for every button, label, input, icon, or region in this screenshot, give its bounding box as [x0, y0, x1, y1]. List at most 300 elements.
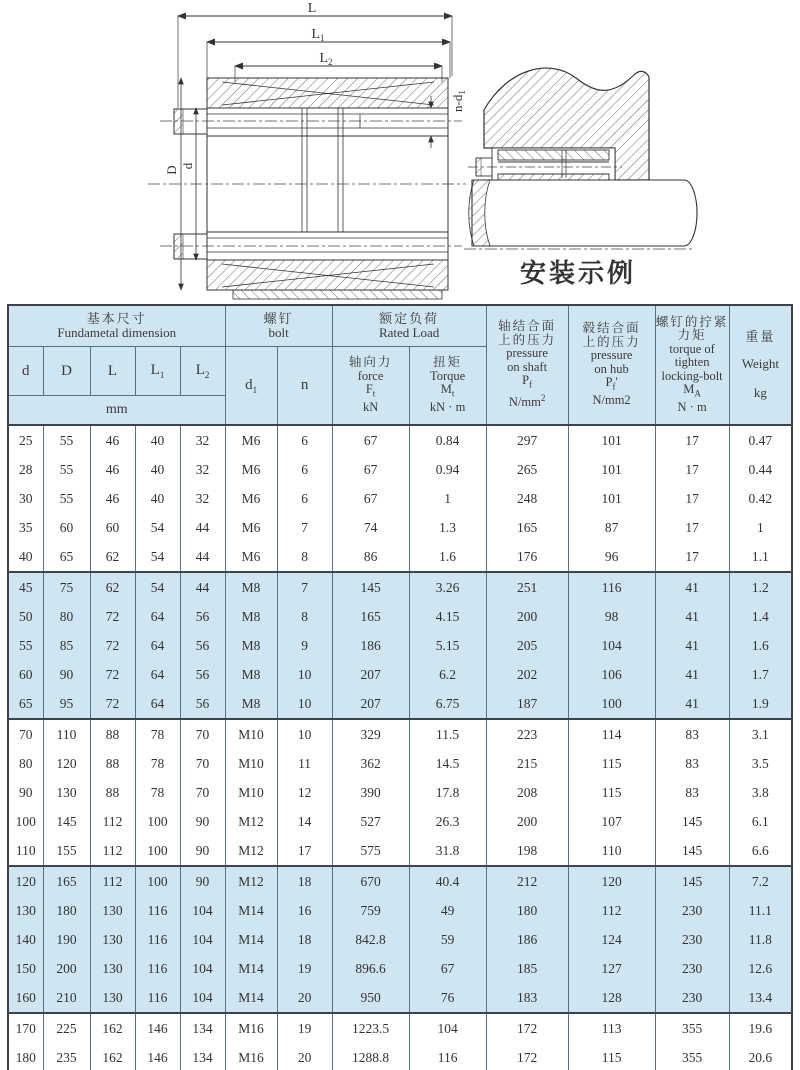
- cell: 165: [332, 602, 409, 631]
- cell: 200: [486, 807, 568, 836]
- cell: 50: [8, 602, 43, 631]
- group-header-rated-load: 额定负荷 Rated Load: [332, 305, 486, 347]
- cell: 54: [135, 513, 180, 542]
- locking-assembly: [468, 148, 622, 180]
- cell: 14: [277, 807, 332, 836]
- cell: 6.75: [409, 689, 486, 719]
- cell: 10: [277, 660, 332, 689]
- cell: 104: [180, 983, 225, 1013]
- table-row: [8, 542, 792, 572]
- col-header-weight: 重量 Weight kg: [729, 305, 792, 425]
- cell: 83: [655, 749, 729, 778]
- col-header-L1: $L_1$: [135, 347, 180, 396]
- cell: 67: [332, 484, 409, 513]
- cell: 180: [8, 1043, 43, 1070]
- table-row: [8, 807, 792, 836]
- cell: 107: [568, 807, 655, 836]
- cell: 25: [8, 425, 43, 455]
- cell: 7: [277, 572, 332, 602]
- cell: 527: [332, 807, 409, 836]
- cell: 78: [135, 778, 180, 807]
- cell: 297: [486, 425, 568, 455]
- cell: 65: [8, 689, 43, 719]
- cell: 14.5: [409, 749, 486, 778]
- cell: M8: [225, 689, 277, 719]
- table-row: [8, 631, 792, 660]
- cell: 120: [43, 749, 90, 778]
- group-header-bolt: 螺钉 bolt: [225, 305, 332, 347]
- cell: 70: [180, 778, 225, 807]
- cell: 1.2: [729, 572, 792, 602]
- cell: M8: [225, 660, 277, 689]
- cell: 198: [486, 836, 568, 866]
- cell: 145: [655, 807, 729, 836]
- cell: 230: [655, 983, 729, 1013]
- cell: 19.6: [729, 1013, 792, 1043]
- spec-table-wrap: [7, 304, 793, 1070]
- cell: 12.6: [729, 954, 792, 983]
- col-header-pressure-on-hub: 毂结合面 上的压力 pressure on hub $P_f'$ N/mm2: [568, 305, 655, 425]
- cell: 265: [486, 455, 568, 484]
- cell: 74: [332, 513, 409, 542]
- cell: 18: [277, 866, 332, 896]
- cell: 1: [409, 484, 486, 513]
- cell: 390: [332, 778, 409, 807]
- cell: 112: [90, 836, 135, 866]
- svg-text:L1: $L_1$: [311, 27, 325, 43]
- cell: 124: [568, 925, 655, 954]
- cell: 1223.5: [332, 1013, 409, 1043]
- cell: 83: [655, 719, 729, 749]
- cell: M10: [225, 778, 277, 807]
- col-header-axial-force: 轴向力 force $F_t$ kN: [332, 347, 409, 426]
- cell: 17: [655, 484, 729, 513]
- cell: 44: [180, 513, 225, 542]
- cell: 185: [486, 954, 568, 983]
- cell: 130: [43, 778, 90, 807]
- cell: 140: [8, 925, 43, 954]
- table-row: [8, 836, 792, 866]
- cell: 116: [568, 572, 655, 602]
- cell: M10: [225, 719, 277, 749]
- cell: 575: [332, 836, 409, 866]
- cell: 200: [43, 954, 90, 983]
- cell: 128: [568, 983, 655, 1013]
- table-row: [8, 778, 792, 807]
- col-header-L: L: [90, 347, 135, 396]
- cell: 11: [277, 749, 332, 778]
- cell: 20: [277, 983, 332, 1013]
- cell: 11.8: [729, 925, 792, 954]
- cell: 17: [655, 513, 729, 542]
- cell: 3.26: [409, 572, 486, 602]
- spec-table: [7, 304, 793, 1070]
- cell: M14: [225, 954, 277, 983]
- cell: 55: [43, 425, 90, 455]
- cell: 130: [8, 896, 43, 925]
- cell: 19: [277, 1013, 332, 1043]
- cell: 56: [180, 602, 225, 631]
- cell: 40: [8, 542, 43, 572]
- cell: 110: [568, 836, 655, 866]
- cell: 41: [655, 631, 729, 660]
- col-header-tightening-torque: 螺钉的拧紧 力矩 torque of tighten locking-bolt $M_A$ N · m: [655, 305, 729, 425]
- cell: 78: [135, 719, 180, 749]
- cell: 46: [90, 425, 135, 455]
- cell: M8: [225, 602, 277, 631]
- cell: 230: [655, 954, 729, 983]
- cell: 207: [332, 689, 409, 719]
- cell: 80: [8, 749, 43, 778]
- cell: M12: [225, 866, 277, 896]
- cell: 44: [180, 542, 225, 572]
- cell: 101: [568, 455, 655, 484]
- cell: 8: [277, 542, 332, 572]
- cell: 120: [568, 866, 655, 896]
- cell: 165: [43, 866, 90, 896]
- cell: 56: [180, 660, 225, 689]
- cell: 329: [332, 719, 409, 749]
- cell: 20: [277, 1043, 332, 1070]
- cell: 1.9: [729, 689, 792, 719]
- cell: 187: [486, 689, 568, 719]
- cell: 100: [135, 836, 180, 866]
- cell: 215: [486, 749, 568, 778]
- cell: 120: [8, 866, 43, 896]
- unit-header-mm: mm: [8, 396, 225, 426]
- cell: 11.1: [729, 896, 792, 925]
- svg-text:L: L: [307, 1, 317, 16]
- cell: 86: [332, 542, 409, 572]
- cell: 12: [277, 778, 332, 807]
- cell: 134: [180, 1013, 225, 1043]
- cell: 116: [135, 983, 180, 1013]
- coupling-section-drawing: [0, 0, 470, 302]
- cell: 145: [655, 836, 729, 866]
- table-row: [8, 896, 792, 925]
- cell: M14: [225, 983, 277, 1013]
- cell: 1.4: [729, 602, 792, 631]
- table-row: [8, 925, 792, 954]
- installation-caption: 安装示例: [519, 259, 637, 288]
- cell: 55: [43, 455, 90, 484]
- cell: 100: [8, 807, 43, 836]
- cell: 41: [655, 660, 729, 689]
- col-header-L2: $L_2$: [180, 347, 225, 396]
- cell: 200: [486, 602, 568, 631]
- cell: 104: [568, 631, 655, 660]
- table-row: [8, 866, 792, 896]
- cell: 172: [486, 1043, 568, 1070]
- cell: M6: [225, 542, 277, 572]
- coupling-body: [174, 78, 448, 299]
- cell: 76: [409, 983, 486, 1013]
- cell: 101: [568, 484, 655, 513]
- cell: 62: [90, 572, 135, 602]
- cell: 205: [486, 631, 568, 660]
- drawings-section: [0, 0, 800, 302]
- cell: 355: [655, 1043, 729, 1070]
- cell: 130: [90, 954, 135, 983]
- cell: 40: [135, 455, 180, 484]
- cell: 98: [568, 602, 655, 631]
- cell: 162: [90, 1043, 135, 1070]
- cell: 355: [655, 1013, 729, 1043]
- cell: M12: [225, 836, 277, 866]
- cell: 20.6: [729, 1043, 792, 1070]
- cell: 145: [655, 866, 729, 896]
- cell: 115: [568, 778, 655, 807]
- cell: 225: [43, 1013, 90, 1043]
- table-row: [8, 602, 792, 631]
- cell: 72: [90, 660, 135, 689]
- cell: 60: [90, 513, 135, 542]
- cell: 88: [90, 778, 135, 807]
- cell: M14: [225, 896, 277, 925]
- cell: 72: [90, 602, 135, 631]
- cell: 362: [332, 749, 409, 778]
- cell: 41: [655, 602, 729, 631]
- installation-example-drawing: [462, 58, 800, 296]
- table-row: [8, 954, 792, 983]
- cell: 146: [135, 1043, 180, 1070]
- cell: M16: [225, 1043, 277, 1070]
- cell: 87: [568, 513, 655, 542]
- cell: 100: [568, 689, 655, 719]
- cell: 170: [8, 1013, 43, 1043]
- cell: 26.3: [409, 807, 486, 836]
- cell: 6: [277, 425, 332, 455]
- col-header-d1: $d_1$: [225, 347, 277, 426]
- cell: 112: [568, 896, 655, 925]
- cell: 6.6: [729, 836, 792, 866]
- cell: 28: [8, 455, 43, 484]
- svg-text:D: D: [164, 165, 179, 175]
- cell: 1.3: [409, 513, 486, 542]
- table-row: [8, 749, 792, 778]
- dim-L2: [235, 51, 442, 82]
- cell: 150: [8, 954, 43, 983]
- cell: 183: [486, 983, 568, 1013]
- cell: M6: [225, 455, 277, 484]
- cell: 72: [90, 631, 135, 660]
- cell: 116: [135, 896, 180, 925]
- cell: 670: [332, 866, 409, 896]
- cell: 56: [180, 689, 225, 719]
- cell: 31.8: [409, 836, 486, 866]
- col-header-torque: 扭矩 Torque $M_t$ kN · m: [409, 347, 486, 426]
- cell: 112: [90, 866, 135, 896]
- cell: 95: [43, 689, 90, 719]
- cell: 1.7: [729, 660, 792, 689]
- cell: 0.94: [409, 455, 486, 484]
- cell: 7.2: [729, 866, 792, 896]
- cell: 88: [90, 719, 135, 749]
- cell: 75: [43, 572, 90, 602]
- cell: 46: [90, 455, 135, 484]
- cell: 78: [135, 749, 180, 778]
- cell: 110: [8, 836, 43, 866]
- cell: 759: [332, 896, 409, 925]
- cell: 180: [43, 896, 90, 925]
- cell: 5.15: [409, 631, 486, 660]
- cell: 55: [8, 631, 43, 660]
- dim-L1: [207, 27, 450, 78]
- table-row: [8, 513, 792, 542]
- svg-text:L2: $L_2$: [319, 51, 333, 67]
- col-header-d: d: [8, 347, 43, 396]
- cell: 106: [568, 660, 655, 689]
- table-row: [8, 484, 792, 513]
- cell: 3.1: [729, 719, 792, 749]
- cell: 60: [43, 513, 90, 542]
- cell: 13.4: [729, 983, 792, 1013]
- col-header-pressure-on-shaft: 轴结合面 上的压力 pressure on shaft $P_f$ $N/mm^2$: [486, 305, 568, 425]
- cell: 212: [486, 866, 568, 896]
- cell: 115: [568, 749, 655, 778]
- cell: 60: [8, 660, 43, 689]
- cell: 41: [655, 572, 729, 602]
- cell: 90: [8, 778, 43, 807]
- cell: 130: [90, 983, 135, 1013]
- cell: 116: [409, 1043, 486, 1070]
- cell: 101: [568, 425, 655, 455]
- cell: 0.42: [729, 484, 792, 513]
- cell: 208: [486, 778, 568, 807]
- cell: 165: [486, 513, 568, 542]
- cell: 210: [43, 983, 90, 1013]
- cell: 67: [332, 455, 409, 484]
- cell: 55: [43, 484, 90, 513]
- cell: 110: [43, 719, 90, 749]
- cell: 202: [486, 660, 568, 689]
- cell: 70: [180, 719, 225, 749]
- cell: 104: [180, 896, 225, 925]
- cell: M8: [225, 631, 277, 660]
- cell: 130: [90, 896, 135, 925]
- cell: 6.1: [729, 807, 792, 836]
- cell: 70: [180, 749, 225, 778]
- cell: 186: [332, 631, 409, 660]
- cell: 1.1: [729, 542, 792, 572]
- cell: 6: [277, 484, 332, 513]
- cell: 8: [277, 602, 332, 631]
- cell: 0.47: [729, 425, 792, 455]
- col-header-n: n: [277, 347, 332, 426]
- cell: 104: [180, 954, 225, 983]
- cell: 162: [90, 1013, 135, 1043]
- cell: M6: [225, 425, 277, 455]
- cell: 4.15: [409, 602, 486, 631]
- cell: 59: [409, 925, 486, 954]
- cell: 90: [180, 866, 225, 896]
- cell: 127: [568, 954, 655, 983]
- cell: 32: [180, 455, 225, 484]
- cell: 190: [43, 925, 90, 954]
- cell: 80: [43, 602, 90, 631]
- cell: 145: [43, 807, 90, 836]
- cell: M10: [225, 749, 277, 778]
- table-row: [8, 689, 792, 719]
- cell: 90: [180, 836, 225, 866]
- cell: 44: [180, 572, 225, 602]
- cell: 41: [655, 689, 729, 719]
- cell: 64: [135, 689, 180, 719]
- cell: 10: [277, 689, 332, 719]
- cell: 67: [332, 425, 409, 455]
- cell: 72: [90, 689, 135, 719]
- cell: 248: [486, 484, 568, 513]
- cell: 842.8: [332, 925, 409, 954]
- cell: 18: [277, 925, 332, 954]
- cell: 104: [180, 925, 225, 954]
- cell: 251: [486, 572, 568, 602]
- cell: 54: [135, 542, 180, 572]
- cell: 112: [90, 807, 135, 836]
- cell: 0.44: [729, 455, 792, 484]
- group-header-basic-dimension: 基本尺寸 Fundametal dimension: [8, 305, 225, 347]
- cell: 35: [8, 513, 43, 542]
- cell: 160: [8, 983, 43, 1013]
- cell: 90: [180, 807, 225, 836]
- cell: 19: [277, 954, 332, 983]
- table-row: [8, 660, 792, 689]
- cell: 116: [135, 925, 180, 954]
- cell: 130: [90, 925, 135, 954]
- cell: 7: [277, 513, 332, 542]
- shaft: [464, 180, 697, 249]
- cell: 186: [486, 925, 568, 954]
- cell: 104: [409, 1013, 486, 1043]
- cell: 17: [655, 425, 729, 455]
- cell: 46: [90, 484, 135, 513]
- cell: 40: [135, 425, 180, 455]
- cell: 17: [655, 455, 729, 484]
- table-row: [8, 719, 792, 749]
- cell: 83: [655, 778, 729, 807]
- cell: 6.2: [409, 660, 486, 689]
- cell: 32: [180, 425, 225, 455]
- cell: 10: [277, 719, 332, 749]
- cell: 70: [8, 719, 43, 749]
- cell: 40: [135, 484, 180, 513]
- cell: 3.8: [729, 778, 792, 807]
- cell: 230: [655, 896, 729, 925]
- cell: 16: [277, 896, 332, 925]
- table-row: [8, 1013, 792, 1043]
- cell: 56: [180, 631, 225, 660]
- cell: 9: [277, 631, 332, 660]
- cell: 64: [135, 631, 180, 660]
- cell: 65: [43, 542, 90, 572]
- cell: 115: [568, 1043, 655, 1070]
- cell: 40.4: [409, 866, 486, 896]
- cell: 235: [43, 1043, 90, 1070]
- cell: 176: [486, 542, 568, 572]
- cell: 30: [8, 484, 43, 513]
- table-row: [8, 572, 792, 602]
- cell: 64: [135, 660, 180, 689]
- cell: 85: [43, 631, 90, 660]
- table-row: [8, 1043, 792, 1070]
- cell: M6: [225, 484, 277, 513]
- cell: 230: [655, 925, 729, 954]
- cell: 116: [135, 954, 180, 983]
- cell: 1288.8: [332, 1043, 409, 1070]
- cell: 6: [277, 455, 332, 484]
- table-row: [8, 425, 792, 455]
- cell: 3.5: [729, 749, 792, 778]
